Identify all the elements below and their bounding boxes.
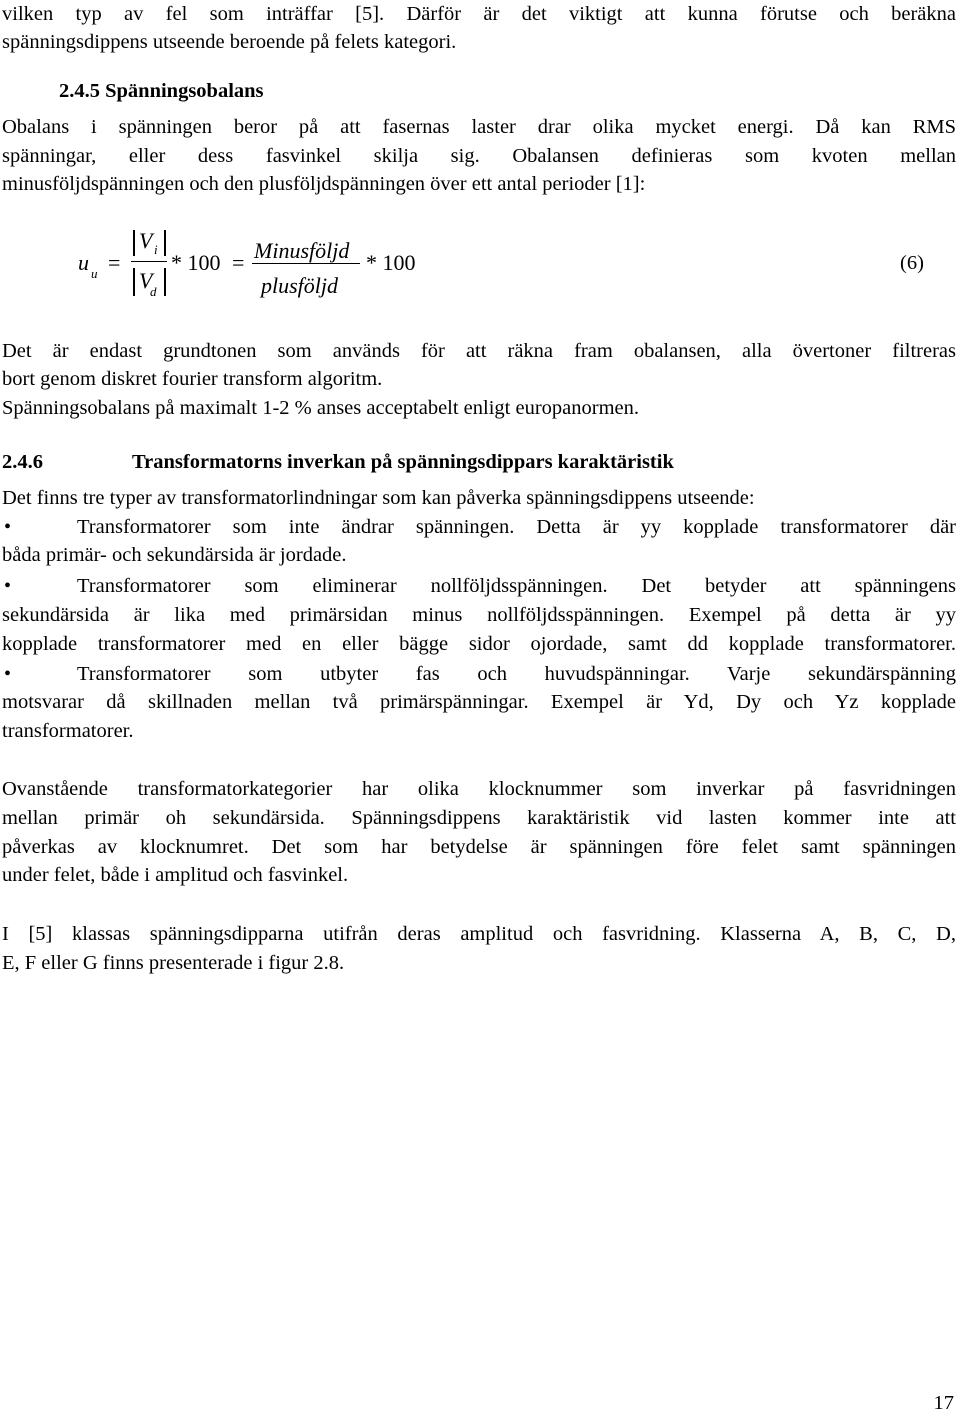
bullet-1-dot: • [4,516,12,538]
bullet-3-line-1: Transformatorer som utbyter fas och huvudspänningar. Varje sekundärspänning [77,663,956,685]
p-clock-line-1: Ovanstående transformatorkategorier har olika klocknummer som inverkar på fasvridningen [2,778,956,800]
eq-den-sub: d [150,284,157,299]
equation-number: (6) [900,252,924,274]
eq-equals-2: = [232,250,245,275]
section-2-4-5-heading: 2.4.5 Spänningsobalans [59,80,264,102]
after-eq-line-3: Spänningsobalans på maximalt 1-2 % anses acceptabelt enligt europanormen. [2,397,640,419]
p-class-line-1: I [5] klassas spänningsdipparna utifrån deras amplitud och fasvridning. Klasserna A, B, C, D, [2,923,956,945]
eq-num-sub: i [154,242,158,257]
bullet-3-line-2: motsvarar då skillnaden mellan två primärspänningar. Exempel är Yd, Dy och Yz kopplade [2,691,956,713]
abs-bar-num-left [133,230,135,256]
fraction-bar-1 [131,261,167,262]
eq-equals-1: = [108,250,121,275]
bullet-2-dot: • [4,575,12,597]
eq-frac2-denominator: plusföljd [261,273,339,298]
s245-line-1: Obalans i spänningen beror på att fasernas laster drar olika mycket energi. Då kan RMS [2,116,956,138]
bullet-2-line-1: Transformatorer som eliminerar nollföljdsspänningen. Det betyder att spänningens [77,575,956,597]
eq-times-100-2: * 100 [366,250,416,275]
intro-line-2: spänningsdippens utseende beroende på felets kategori. [2,31,457,53]
bullet-2-line-3: kopplade transformatorer med en eller bägge sidor ojordade, samt dd kopplade transformatorer. [2,633,956,655]
section-2-4-6-number: 2.4.6 [2,451,43,473]
section-2-4-6-heading: Transformatorns inverkan på spänningsdippars karaktäristik [132,451,674,473]
eq-lhs-sub: u [91,266,98,281]
bullet-1-line-2: båda primär- och sekundärsida är jordade. [2,544,347,566]
equation-6 [0,228,960,308]
p-clock-line-3: påverkas av klocknumret. Det som har betydelse är spänningen före felet samt spänningen [2,836,956,858]
p-clock-line-4: under felet, både i amplitud och fasvinkel. [2,864,349,886]
eq-frac2-numerator: Minusföljd [254,238,350,263]
page-number: 17 [933,1392,954,1414]
abs-bar-den-left [133,268,135,296]
bullet-1-line-1: Transformatorer som inte ändrar spänningen. Detta är yy kopplade transformatorer där [77,516,956,538]
p-class-line-2: E, F eller G finns presenterade i figur 2.8. [2,952,345,974]
after-eq-line-1: Det är endast grundtonen som används för att räkna fram obalansen, alla övertoner filtreras [2,340,956,362]
eq-den-var: V [139,268,153,293]
bullet-3-dot: • [4,663,12,685]
after-eq-line-2: bort genom diskret fourier transform algoritm. [2,368,383,390]
eq-lhs-var: u [78,250,89,275]
abs-bar-num-right [164,230,166,256]
s245-line-3: minusföljdspänningen och den plusföljdspänningen över ett antal perioder [1]: [2,173,646,195]
eq-num-var: V [139,228,153,253]
fraction-bar-2 [252,263,360,264]
abs-bar-den-right [164,268,166,296]
s245-line-2: spänningar, eller dess fasvinkel skilja sig. Obalansen definieras som kvoten mellan [2,145,956,167]
p-clock-line-2: mellan primär oh sekundärsida. Spänningsdippens karaktäristik vid lasten kommer inte att [2,807,956,829]
s246-line-1: Det finns tre typer av transformatorlindningar som kan påverka spänningsdippens utseende: [2,487,755,509]
bullet-3-line-3: transformatorer. [2,720,134,742]
bullet-2-line-2: sekundärsida är lika med primärsidan minus nollföljdsspänningen. Exempel på detta är yy [2,604,956,626]
eq-times-100-1: * 100 [171,250,221,275]
intro-line-1: vilken typ av fel som inträffar [5]. Därför är det viktigt att kunna förutse och beräkna [2,3,956,25]
